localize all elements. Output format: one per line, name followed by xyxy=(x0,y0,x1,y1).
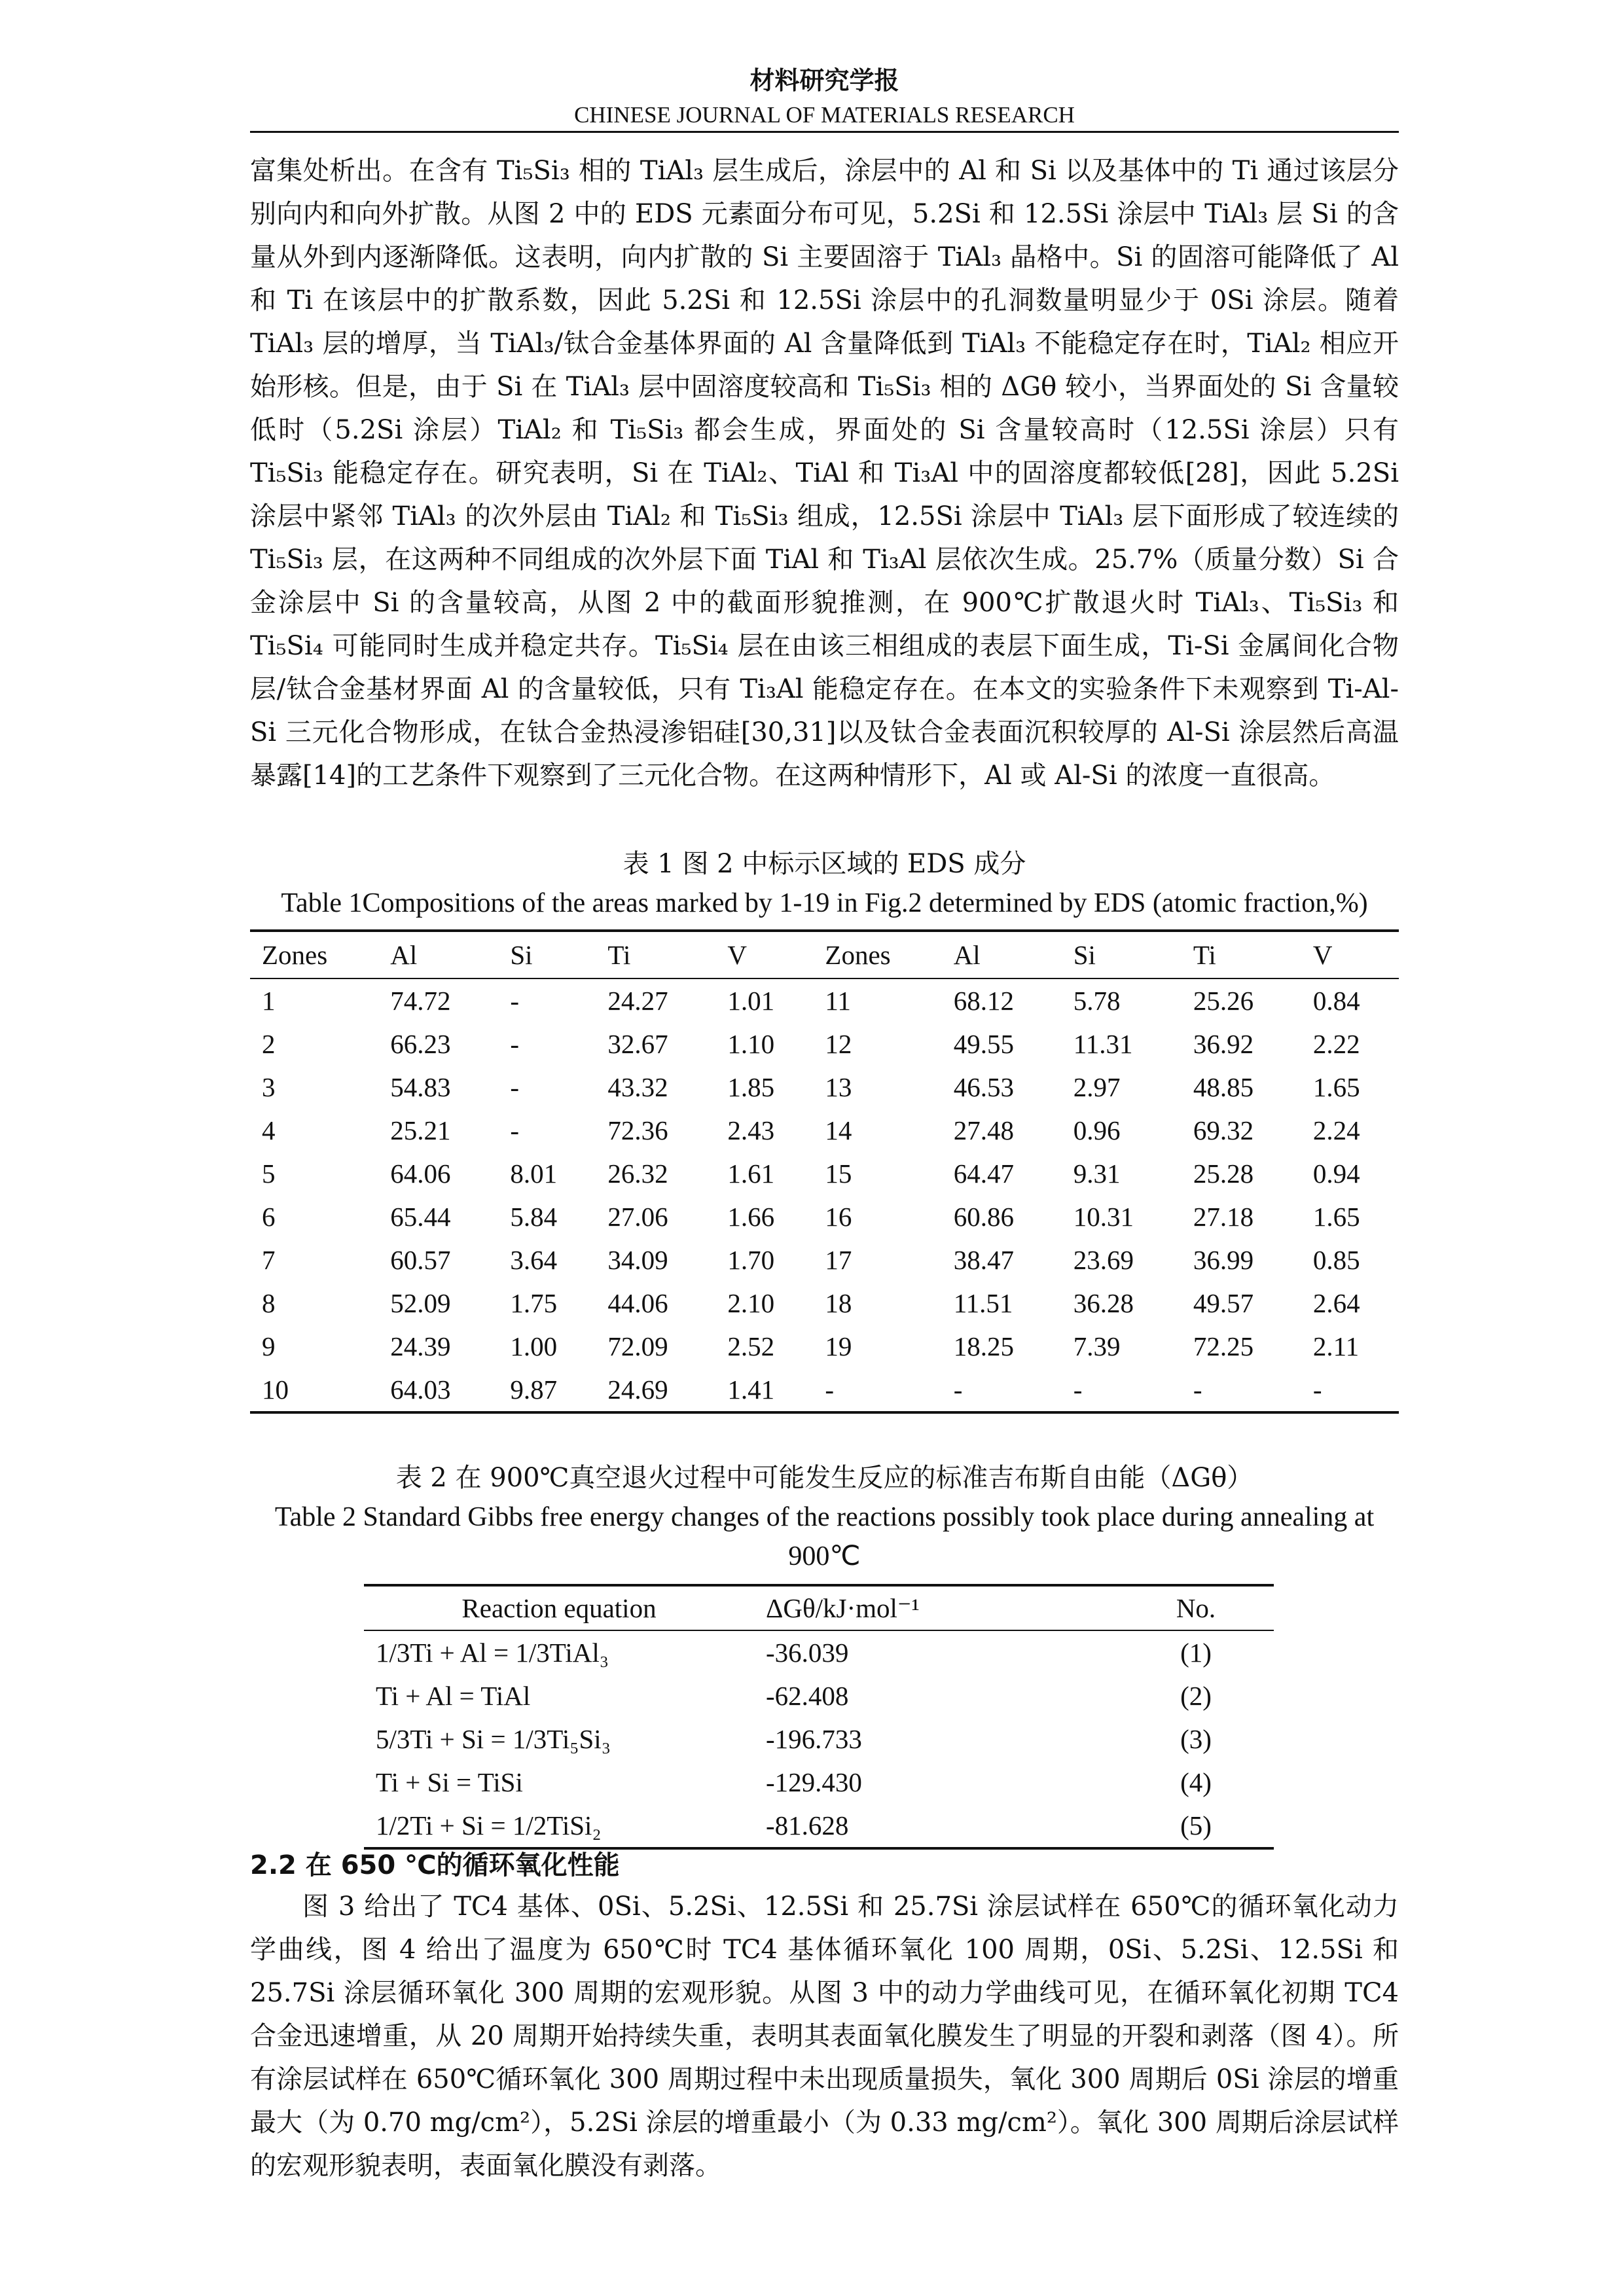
table1-cell: 49.57 xyxy=(1193,1288,1254,1318)
table1-row xyxy=(250,1368,1399,1412)
table1-cell: 2.52 xyxy=(727,1331,775,1361)
table1-header-cell: V xyxy=(715,931,813,978)
table1-cell: 5.78 xyxy=(1073,986,1121,1016)
table1-cell: 1.75 xyxy=(510,1288,558,1318)
table1-cell: 2.10 xyxy=(727,1288,775,1318)
table1-cell: 11.51 xyxy=(953,1288,1013,1318)
table1-cell: 18.25 xyxy=(953,1331,1014,1361)
table1-cell: 1.10 xyxy=(727,1029,775,1059)
table1-cell: 9 xyxy=(262,1331,276,1361)
table1-header-cell: Zones xyxy=(250,931,378,978)
table1-cell: 24.27 xyxy=(607,986,668,1016)
table1-cell: 54.83 xyxy=(390,1072,451,1102)
table1-cell: 7.39 xyxy=(1073,1331,1121,1361)
table1-cell: 72.36 xyxy=(607,1115,668,1145)
table1-cell: 16 xyxy=(825,1202,852,1232)
table1-cell: 2.22 xyxy=(1312,1029,1360,1059)
table1-cell: 60.86 xyxy=(953,1202,1014,1232)
table1-cell: 7 xyxy=(262,1245,276,1275)
table1-cell: 1 xyxy=(262,986,276,1016)
table1-cell: 1.41 xyxy=(715,1368,813,1412)
table2-row xyxy=(364,1804,1274,1848)
table1-cell: 25.28 xyxy=(1193,1158,1254,1189)
table1-cell: 60.57 xyxy=(390,1245,451,1275)
table2-cell: -196.733 xyxy=(766,1724,862,1754)
table1-cell: 18 xyxy=(825,1288,852,1318)
table1-cell: 66.23 xyxy=(390,1029,451,1059)
table1-cell: 13 xyxy=(825,1072,852,1102)
table1-row xyxy=(250,1066,1399,1109)
table1-cell: 12 xyxy=(825,1029,852,1059)
table1-cell: 3 xyxy=(262,1072,276,1102)
table1-cell: 36.92 xyxy=(1193,1029,1254,1059)
table1-header-cell: Si xyxy=(498,931,596,978)
table2-cell: (1) xyxy=(1180,1638,1212,1668)
table2-caption-en: Table 2 Standard Gibbs free energy changes of the reactions possibly took place during annealing at 900℃ xyxy=(274,1502,1375,1571)
table2-cell: (3) xyxy=(1180,1724,1212,1754)
table1-cell: 1.65 xyxy=(1312,1202,1360,1232)
table1-cell: 9.31 xyxy=(1073,1158,1121,1189)
table1-cell: 43.32 xyxy=(607,1072,668,1102)
table1 xyxy=(250,929,1399,1414)
table1-cell: 25.21 xyxy=(390,1115,451,1145)
table1-cell: 2.24 xyxy=(1312,1115,1360,1145)
table1-cell: 27.06 xyxy=(607,1202,668,1232)
table2-cell: 5/3Ti + Si = 1/3Ti₅Si₃ xyxy=(376,1724,611,1754)
paragraph-text: 富集处析出。在含有 Ti₅Si₃ 相的 TiAl₃ 层生成后，涂层中的 Al 和 Si 以及基体中的 Ti 通过该层分别向内和向外扩散。从图 2 中的 EDS 元素面分布可见，5.2Si 和 12.5Si 涂层中 TiAl₃ 层 Si 的含量从外到内逐渐降低。这表明，向内扩散的 Si 主要固溶于 TiAl₃ 晶格中。Si 的固溶可能降低了 Al 和 Ti 在该层中的扩散系数，因此 5.2Si 和 12.5Si 涂层中的孔洞数量明显少于 0Si 涂层。随着 TiAl₃ 层的增厚，当 TiAl₃/钛合金基体界面的 Al 含量降低到 TiAl₃ 不能稳定存在时，TiAl₂ 相应开始形核。但是，由于 Si 在 TiAl₃ 层中固溶度较高和 Ti₅Si₃ 相的 ΔGθ 较小，当界面处的 Si 含量较低时（5.2Si 涂层）TiAl₂ 和 Ti₅Si₃ 都会生成，界面处的 Si 含量较高时（12.5Si 涂层）只有 Ti₅Si₃ 能稳定存在。研究表明，Si 在 TiAl₂、TiAl 和 Ti₃Al 中的固溶度都较低[28]，因此 5.2Si 涂层中紧邻 TiAl₃ 的次外层由 TiAl₂ 和 Ti₅Si₃ 组成，12.5Si 涂层中 TiAl₃ 层下面形成了较连续的 Ti₅Si₃ 层，在这两种不同组成的次外层下面 TiAl 和 Ti₃Al 层依次生成。25.7%（质量分数）Si 合金涂层中 Si 的含量较高，从图 2 中的截面形貌推测，在 900℃扩散退火时 TiAl₃、Ti₅Si₃ 和 Ti₅Si₄ 可能同时生成并稳定共存。Ti₅Si₄ 层在由该三相组成的表层下面生成，Ti-Si 金属间化合物层/钛合金基材界面 Al 的含量较低，只有 Ti₃Al 能稳定存在。在本文的实验条件下未观察到 Ti-Al-Si 三元化合物形成，在钛合金热浸渗铝硅[30,31]以及钛合金表面沉积较厚的 Al-Si 涂层然后高温暴露[14]的工艺条件下观察到了三元化合物。在这两种情形下，Al 或 Al-Si 的浓度一直很高。 xyxy=(250,156,1399,791)
table1-cell: 6 xyxy=(262,1202,276,1232)
table1-cell: 64.03 xyxy=(378,1368,498,1412)
table1-cell: 11.31 xyxy=(1073,1029,1133,1059)
table1-cell: - xyxy=(1182,1368,1301,1412)
table1-cell: 19 xyxy=(825,1331,852,1361)
table1-cell: 69.32 xyxy=(1193,1115,1254,1145)
table1-cell: 48.85 xyxy=(1193,1072,1254,1102)
table1-cell: 2.64 xyxy=(1312,1288,1360,1318)
table2-header-cell: ΔGθ/kJ·mol⁻¹ xyxy=(754,1585,1118,1630)
table1-cell: - xyxy=(510,1029,519,1059)
body-paragraph-2 xyxy=(250,1885,1399,2187)
table1-row xyxy=(250,1238,1399,1282)
table1-header-cell: Ti xyxy=(1182,931,1301,978)
table1-cell: 38.47 xyxy=(953,1245,1014,1275)
table2-row xyxy=(364,1717,1274,1761)
table1-cell: 5 xyxy=(262,1158,276,1189)
table1-cell: 26.32 xyxy=(607,1158,668,1189)
table1-cell: - xyxy=(813,1368,941,1412)
table1-cell: 74.72 xyxy=(390,986,451,1016)
table1-row xyxy=(250,1152,1399,1195)
table1-cell: 2.43 xyxy=(727,1115,775,1145)
table2-row xyxy=(364,1630,1274,1674)
table1-row xyxy=(250,1022,1399,1066)
table1-cell: 72.25 xyxy=(1193,1331,1254,1361)
table1-cell: 2 xyxy=(262,1029,276,1059)
table1-cell: 15 xyxy=(825,1158,852,1189)
table1-cell: 27.18 xyxy=(1193,1202,1254,1232)
table1-cell: 1.66 xyxy=(727,1202,775,1232)
table1-cell: 17 xyxy=(825,1245,852,1275)
table1-row xyxy=(250,978,1399,1022)
table1-cell: - xyxy=(942,1368,1062,1412)
table2-cell: 1/2Ti + Si = 1/2TiSi₂ xyxy=(364,1804,754,1848)
paragraph-text: 图 3 给出了 TC4 基体、0Si、5.2Si、12.5Si 和 25.7Si 涂层试样在 650℃的循环氧化动力学曲线，图 4 给出了温度为 650℃时 TC4 基体循环氧化 100 周期，0Si、5.2Si、12.5Si 和 25.7Si 涂层循环氧化 300 周期的宏观形貌。从图 3 中的动力学曲线可见，在循环氧化初期 TC4 合金迅速增重，从 20 周期开始持续失重，表明其表面氧化膜发生了明显的开裂和剥落（图 4）。所有涂层试样在 650℃循环氧化 300 周期过程中未出现质量损失，氧化 300 周期后 0Si 涂层的增重最大（为 0.70 mg/cm²），5.2Si 涂层的增重最小（为 0.33 mg/cm²）。氧化 300 周期后涂层试样的宏观形貌表明，表面氧化膜没有剥落。 xyxy=(250,1892,1399,2181)
table1-row xyxy=(250,1109,1399,1152)
table1-cell: 23.69 xyxy=(1073,1245,1134,1275)
table1-cell: 25.26 xyxy=(1193,986,1254,1016)
table2-cell: 1/3Ti + Al = 1/3TiAl₃ xyxy=(376,1638,609,1668)
table2 xyxy=(364,1584,1274,1850)
table1-cell: 9.87 xyxy=(498,1368,596,1412)
table1-cell: 24.39 xyxy=(390,1331,451,1361)
table1-cell: 0.94 xyxy=(1312,1158,1360,1189)
table1-cell: 68.12 xyxy=(953,986,1014,1016)
table1-cell: 0.96 xyxy=(1073,1115,1121,1145)
table1-header-cell: Ti xyxy=(596,931,715,978)
table1-cell: 34.09 xyxy=(607,1245,668,1275)
journal-title-cn: 材料研究学报 xyxy=(749,66,899,95)
journal-title-en: CHINESE JOURNAL OF MATERIALS RESEARCH xyxy=(574,102,1075,128)
table2-cell: -36.039 xyxy=(766,1638,849,1668)
table1-cell: 64.47 xyxy=(953,1158,1014,1189)
table1-cell: 72.09 xyxy=(607,1331,668,1361)
table1-cell: 1.65 xyxy=(1312,1072,1360,1102)
table2-caption-cn: 表 2 在 900℃真空退火过程中可能发生反应的标准吉布斯自由能（ΔGθ） xyxy=(395,1463,1254,1493)
table1-cell: 1.85 xyxy=(727,1072,775,1102)
table1-cell: 3.64 xyxy=(510,1245,558,1275)
table1-cell: 27.48 xyxy=(953,1115,1014,1145)
table1-cell: 32.67 xyxy=(607,1029,668,1059)
table1-cell: 14 xyxy=(825,1115,852,1145)
table1-header-cell: Al xyxy=(378,931,498,978)
table1-cell: 10.31 xyxy=(1073,1202,1134,1232)
table2-cell: -62.408 xyxy=(766,1681,849,1711)
table1-header-row xyxy=(250,931,1399,978)
table1-cell: 46.53 xyxy=(953,1072,1014,1102)
table1-cell: 2.11 xyxy=(1312,1331,1360,1361)
table2-cell: Ti + Al = TiAl xyxy=(376,1681,531,1711)
table1-caption xyxy=(250,844,1399,923)
table2-header-row xyxy=(364,1585,1274,1630)
table1-cell: 65.44 xyxy=(390,1202,451,1232)
table1-cell: - xyxy=(1062,1368,1182,1412)
table2-caption xyxy=(250,1458,1399,1576)
table2-row xyxy=(364,1674,1274,1717)
table1-cell: 8 xyxy=(262,1288,276,1318)
table1-header-cell: Si xyxy=(1062,931,1182,978)
table1-cell: 1.01 xyxy=(727,986,775,1016)
table1-caption-cn: 表 1 图 2 中标示区域的 EDS 成分 xyxy=(623,849,1026,879)
table1-cell: 5.84 xyxy=(510,1202,558,1232)
table1-cell: 24.69 xyxy=(596,1368,715,1412)
table1-cell: 1.61 xyxy=(727,1158,775,1189)
table1-cell: 8.01 xyxy=(510,1158,558,1189)
table1-cell: 10 xyxy=(250,1368,378,1412)
table1-header-cell: Zones xyxy=(813,931,941,978)
table1-cell: - xyxy=(1301,1368,1399,1412)
body-paragraph-1 xyxy=(250,149,1399,797)
table1-cell: 64.06 xyxy=(390,1158,451,1189)
table2-cell: (5) xyxy=(1118,1804,1274,1848)
table1-cell: 0.84 xyxy=(1312,986,1360,1016)
table1-header-cell: Al xyxy=(942,931,1062,978)
table1-row xyxy=(250,1325,1399,1368)
running-header xyxy=(250,62,1399,132)
table2-cell: (2) xyxy=(1180,1681,1212,1711)
table2-cell: -81.628 xyxy=(754,1804,1118,1848)
table2-cell: (4) xyxy=(1180,1767,1212,1797)
table1-cell: 36.28 xyxy=(1073,1288,1134,1318)
table1-cell: 1.00 xyxy=(510,1331,558,1361)
table1-header-cell: V xyxy=(1301,931,1399,978)
table2-cell: Ti + Si = TiSi xyxy=(376,1767,523,1797)
table1-cell: 36.99 xyxy=(1193,1245,1254,1275)
table1-cell: 0.85 xyxy=(1312,1245,1360,1275)
table1-row xyxy=(250,1282,1399,1325)
table2-row xyxy=(364,1761,1274,1804)
table1-caption-en: Table 1Compositions of the areas marked by 1-19 in Fig.2 determined by EDS (atomic fraction,%) xyxy=(281,888,1368,918)
table1-row xyxy=(250,1195,1399,1238)
header-rule xyxy=(250,131,1399,133)
table1-cell: 4 xyxy=(262,1115,276,1145)
table1-cell: 52.09 xyxy=(390,1288,451,1318)
table1-cell: 49.55 xyxy=(953,1029,1014,1059)
table2-header-cell: No. xyxy=(1118,1585,1274,1630)
table1-cell: - xyxy=(510,986,519,1016)
table1-cell: 44.06 xyxy=(607,1288,668,1318)
table1-cell: 2.97 xyxy=(1073,1072,1121,1102)
table1-cell: 1.70 xyxy=(727,1245,775,1275)
table1-cell: - xyxy=(510,1072,519,1102)
table1-cell: 11 xyxy=(825,986,851,1016)
table2-cell: -129.430 xyxy=(766,1767,862,1797)
table1-cell: - xyxy=(510,1115,519,1145)
table2-header-cell: Reaction equation xyxy=(364,1585,754,1630)
section-heading: 2.2 在 650 ℃的循环氧化性能 xyxy=(250,1850,620,1880)
